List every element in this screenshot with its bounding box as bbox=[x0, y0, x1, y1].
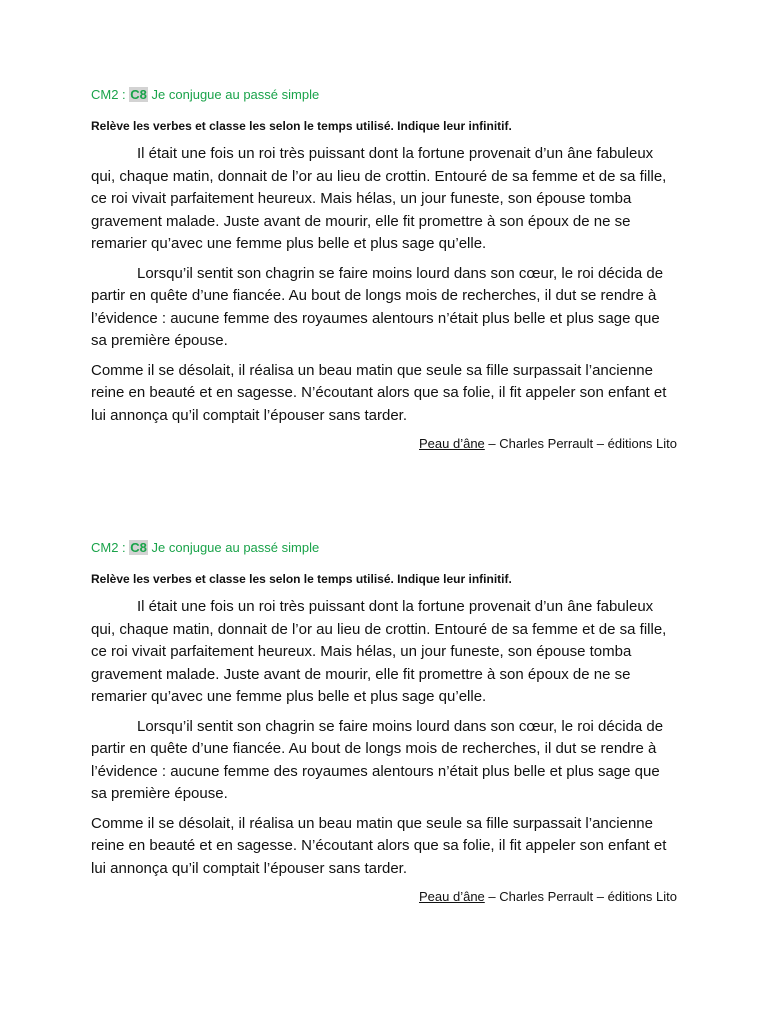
citation-work-title: Peau d’âne bbox=[419, 436, 485, 451]
citation bbox=[91, 888, 677, 906]
story-paragraph-1: Il était une fois un roi très puissant dont la fortune provenait d’un âne fabuleux qui, chaque matin, donnait de l’or au lieu de crottin. Entouré de sa femme et de sa fille, ce roi vivait parfaitement heureux. Mais hélas, un jour funeste, son épouse tomba gravement malade. Juste avant de mourir, elle fit promettre à son époux de ne se remarier qu’avec une femme plus belle et plus sage qu’elle. bbox=[91, 598, 667, 705]
header-title: Je conjugue au passé simple bbox=[147, 87, 320, 102]
worksheet-2 bbox=[91, 539, 677, 906]
citation-work-title: Peau d’âne bbox=[419, 889, 485, 904]
citation-author-publisher: – Charles Perrault – éditions Lito bbox=[484, 436, 677, 451]
lesson-code-badge: C8 bbox=[130, 540, 147, 555]
story-paragraph-3: Comme il se désolait, il réalisa un beau matin que seule sa fille surpassait l’ancienne reine en beauté et en sagesse. N’écoutant alors que sa folie, il fit appeler son enfant et lui annonça qu’il comptait l’épouser sans tarder. bbox=[91, 814, 667, 877]
story-paragraph-2: Lorsqu’il sentit son chagrin se faire moins lourd dans son cœur, le roi décida de partir en quête d’une fiancée. Au bout de longs mois de recherches, il dut se rendre à l’évidence : aucune femme des royaumes alentours n’était plus belle et plus sage que sa première épouse. bbox=[91, 264, 664, 349]
worksheet-1 bbox=[91, 86, 677, 453]
instruction-text: Relève les verbes et classe les selon le temps utilisé. Indique leur infinitif. bbox=[91, 572, 512, 586]
header-level: CM2 : bbox=[91, 87, 130, 102]
lesson-code-badge: C8 bbox=[130, 87, 147, 102]
worksheet-header bbox=[91, 539, 677, 557]
header-title: Je conjugue au passé simple bbox=[147, 540, 320, 555]
story-paragraph-2: Lorsqu’il sentit son chagrin se faire moins lourd dans son cœur, le roi décida de partir en quête d’une fiancée. Au bout de longs mois de recherches, il dut se rendre à l’évidence : aucune femme des royaumes alentours n’était plus belle et plus sage que sa première épouse. bbox=[91, 717, 664, 802]
story-paragraph-1: Il était une fois un roi très puissant dont la fortune provenait d’un âne fabuleux qui, chaque matin, donnait de l’or au lieu de crottin. Entouré de sa femme et de sa fille, ce roi vivait parfaitement heureux. Mais hélas, un jour funeste, son épouse tomba gravement malade. Juste avant de mourir, elle fit promettre à son époux de ne se remarier qu’avec une femme plus belle et plus sage qu’elle. bbox=[91, 145, 667, 252]
instruction-text: Relève les verbes et classe les selon le temps utilisé. Indique leur infinitif. bbox=[91, 119, 512, 133]
citation-author-publisher: – Charles Perrault – éditions Lito bbox=[484, 889, 677, 904]
citation bbox=[91, 435, 677, 453]
worksheet-header bbox=[91, 86, 677, 104]
header-level: CM2 : bbox=[91, 540, 130, 555]
story-paragraph-3: Comme il se désolait, il réalisa un beau matin que seule sa fille surpassait l’ancienne reine en beauté et en sagesse. N’écoutant alors que sa folie, il fit appeler son enfant et lui annonça qu’il comptait l’épouser sans tarder. bbox=[91, 361, 667, 424]
